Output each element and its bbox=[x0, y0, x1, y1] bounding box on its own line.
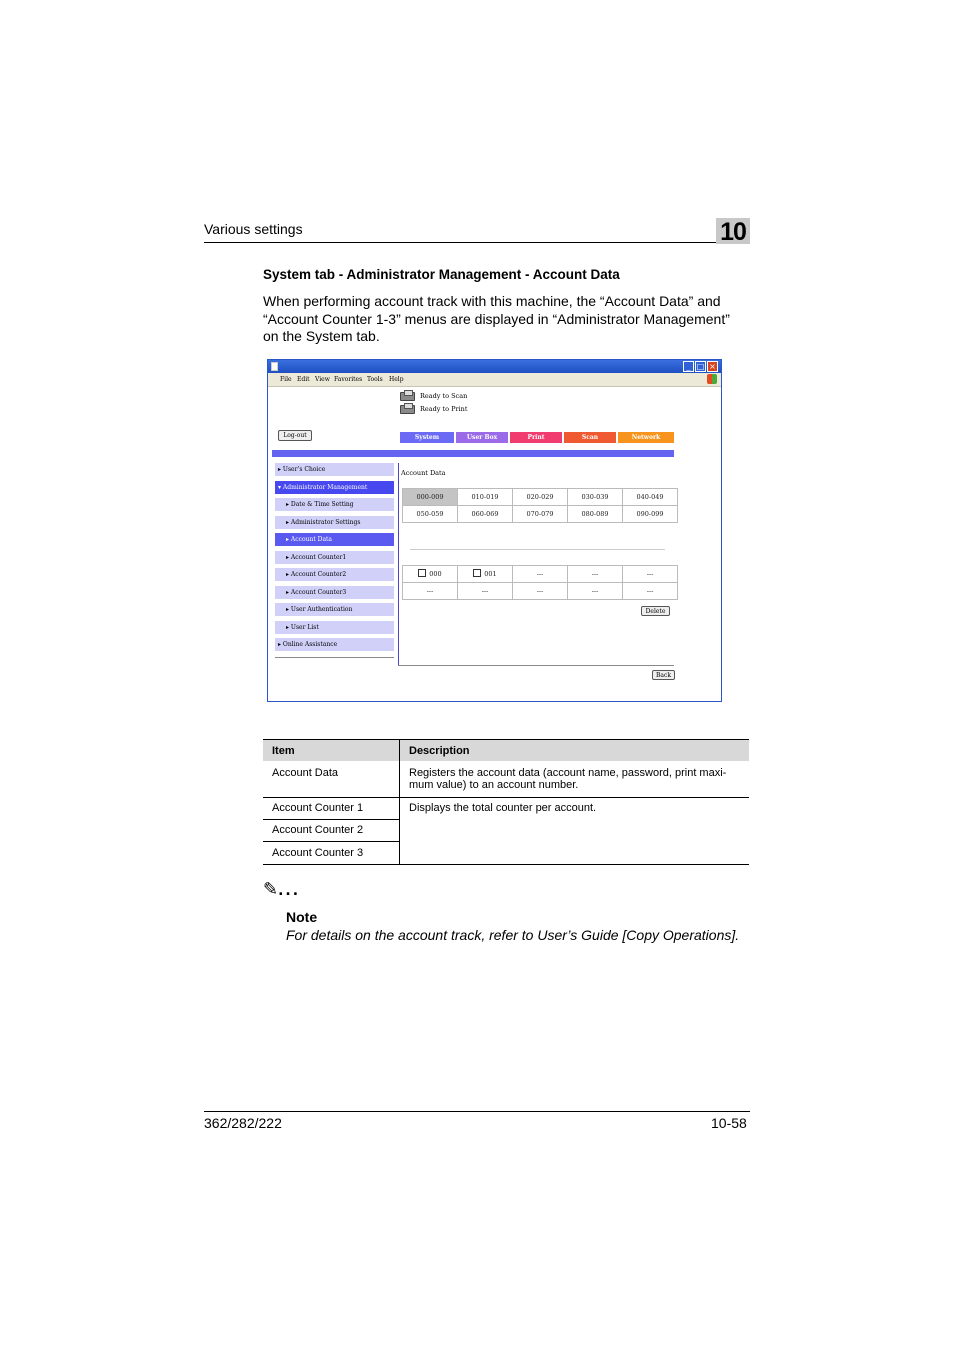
content-divider bbox=[398, 463, 399, 665]
sidebar-item-account-counter2[interactable]: ▸ Account Counter2 bbox=[275, 568, 394, 581]
account-cell: --- bbox=[568, 566, 622, 582]
sidebar-item-account-counter1[interactable]: ▸ Account Counter1 bbox=[275, 551, 394, 564]
maximize-icon[interactable]: □ bbox=[696, 362, 705, 371]
range-cell[interactable]: 070-079 bbox=[513, 506, 567, 522]
scanner-icon bbox=[400, 392, 415, 401]
browser-window bbox=[267, 359, 722, 702]
tab-user-box[interactable]: User Box bbox=[456, 432, 510, 443]
intro-paragraph bbox=[263, 293, 753, 346]
menu-file[interactable]: File bbox=[280, 376, 292, 383]
sidebar-item-account-data[interactable]: ▸ Account Data bbox=[275, 533, 394, 546]
note-dots: ... bbox=[278, 883, 301, 899]
menu-bar bbox=[268, 373, 721, 387]
intro-line: on the System tab. bbox=[263, 328, 380, 344]
tab-underline-bar bbox=[272, 450, 674, 457]
range-cell[interactable]: 080-089 bbox=[568, 506, 622, 522]
note-icon: ✎... bbox=[263, 879, 301, 900]
main-tabs bbox=[400, 432, 674, 443]
menu-favorites[interactable]: Favorites bbox=[334, 376, 363, 383]
range-grid bbox=[402, 488, 678, 523]
logout-button[interactable]: Log-out bbox=[278, 430, 312, 441]
sidebar-item-user-list[interactable]: ▸ User List bbox=[275, 621, 394, 634]
table-cell-description: Registers the account data (account name, password, print maxi- bbox=[409, 767, 727, 779]
intro-line: “Account Counter 1-3” menus are displayed in “Administrator Management” bbox=[263, 310, 730, 327]
account-checkbox[interactable] bbox=[473, 569, 481, 577]
sidebar-item-user-authentication[interactable]: ▸ User Authentication bbox=[275, 603, 394, 616]
intro-line: When performing account track with this machine, the “Account Data” and bbox=[263, 293, 721, 309]
account-cell[interactable] bbox=[458, 566, 512, 582]
column-header-description: Description bbox=[409, 745, 470, 757]
row-rule bbox=[263, 797, 749, 798]
sidebar-item-administrator-settings[interactable]: ▸ Administrator Settings bbox=[275, 516, 394, 529]
account-cell: --- bbox=[623, 566, 677, 582]
tab-scan[interactable]: Scan bbox=[564, 432, 618, 443]
table-header bbox=[263, 739, 749, 761]
delete-button[interactable]: Delete bbox=[641, 606, 670, 616]
table-cell-description: Displays the total counter per account. bbox=[409, 802, 597, 814]
row-rule bbox=[263, 819, 399, 820]
account-checkbox[interactable] bbox=[418, 569, 426, 577]
menu-tools[interactable]: Tools bbox=[367, 376, 383, 383]
tab-print[interactable]: Print bbox=[510, 432, 564, 443]
printer-icon bbox=[400, 405, 415, 414]
menu-edit[interactable]: Edit bbox=[297, 376, 310, 383]
tab-network[interactable]: Network bbox=[618, 432, 674, 443]
range-cell[interactable]: 000-009 bbox=[403, 489, 457, 505]
print-status: Ready to Print bbox=[420, 405, 468, 413]
account-cell[interactable] bbox=[403, 566, 457, 582]
account-cell: --- bbox=[513, 566, 567, 582]
account-data-title: Account Data bbox=[401, 469, 446, 477]
sidebar-item-users-choice[interactable]: ▸ User’s Choice bbox=[275, 463, 394, 476]
page-icon bbox=[271, 362, 278, 371]
back-button[interactable]: Back bbox=[652, 670, 675, 680]
title-bar bbox=[268, 360, 721, 373]
note-label: Note bbox=[286, 909, 318, 925]
column-header-item: Item bbox=[272, 745, 295, 757]
note-text: For details on the account track, refer to User’s Guide [Copy Operations]. bbox=[286, 927, 740, 943]
table-cell-item: Account Counter 3 bbox=[272, 847, 364, 859]
header-rule bbox=[204, 242, 750, 243]
footer-rule bbox=[204, 1111, 750, 1112]
range-cell[interactable]: 010-019 bbox=[458, 489, 512, 505]
sidebar-item-date-time[interactable]: ▸ Date & Time Setting bbox=[275, 498, 394, 511]
sidebar-item-account-counter3[interactable]: ▸ Account Counter3 bbox=[275, 586, 394, 599]
table-cell-item: Account Counter 2 bbox=[272, 824, 364, 836]
web-content bbox=[272, 387, 719, 697]
footer-page-number: 10-58 bbox=[711, 1115, 747, 1131]
range-cell[interactable]: 060-069 bbox=[458, 506, 512, 522]
scan-status: Ready to Scan bbox=[420, 392, 468, 400]
range-cell[interactable]: 030-039 bbox=[568, 489, 622, 505]
account-cell: --- bbox=[568, 583, 622, 599]
section-title: System tab - Administrator Management - Account Data bbox=[263, 267, 620, 282]
tab-system[interactable]: System bbox=[400, 432, 456, 443]
account-cell: --- bbox=[458, 583, 512, 599]
close-icon[interactable]: × bbox=[707, 361, 718, 372]
account-number: 001 bbox=[484, 570, 497, 578]
chapter-number: 10 bbox=[716, 218, 750, 244]
table-bottom-rule bbox=[263, 864, 749, 865]
range-cell[interactable]: 040-049 bbox=[623, 489, 677, 505]
menu-help[interactable]: Help bbox=[389, 376, 404, 383]
sidebar-item-online-assistance[interactable]: ▸ Online Assistance bbox=[275, 638, 394, 651]
footer-model: 362/282/222 bbox=[204, 1115, 282, 1131]
range-cell[interactable]: 090-099 bbox=[623, 506, 677, 522]
account-cell: --- bbox=[513, 583, 567, 599]
running-header: Various settings bbox=[204, 221, 303, 237]
column-divider bbox=[399, 739, 400, 864]
menu-view[interactable]: View bbox=[315, 376, 330, 383]
sidebar-divider bbox=[275, 657, 394, 658]
row-rule bbox=[263, 841, 399, 842]
range-cell[interactable]: 050-059 bbox=[403, 506, 457, 522]
minimize-icon[interactable]: _ bbox=[683, 361, 694, 372]
account-number: 000 bbox=[429, 570, 442, 578]
table-cell-item: Account Counter 1 bbox=[272, 802, 364, 814]
windows-logo-icon bbox=[707, 374, 717, 384]
sidebar-item-administrator-management[interactable]: ▾ Administrator Management bbox=[275, 481, 394, 494]
grid-separator bbox=[410, 549, 665, 550]
range-cell[interactable]: 020-029 bbox=[513, 489, 567, 505]
account-cell: --- bbox=[623, 583, 677, 599]
bottom-separator bbox=[398, 665, 674, 666]
table-cell-description: mum value) to an account number. bbox=[409, 779, 579, 791]
account-grid bbox=[402, 565, 678, 600]
table-cell-item: Account Data bbox=[272, 767, 339, 779]
account-cell: --- bbox=[403, 583, 457, 599]
